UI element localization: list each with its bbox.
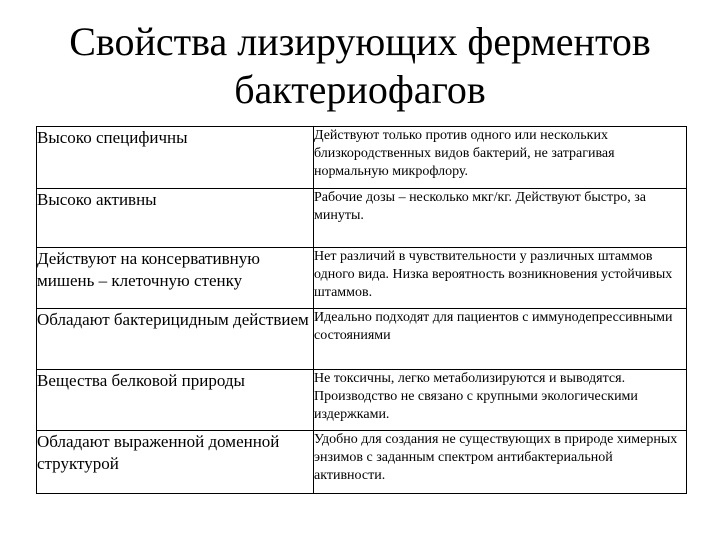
table-row (37, 431, 687, 494)
table-row (37, 370, 687, 431)
property-cell: Вещества белковой природы (37, 370, 314, 431)
table-row (37, 127, 687, 189)
property-cell: Обладают выраженной доменной структурой (37, 431, 314, 494)
table-row (37, 189, 687, 248)
description-cell: Идеально подходят для пациентов с иммунодепрессивными состояниями (314, 309, 687, 370)
property-cell: Обладают бактерицидным действием (37, 309, 314, 370)
description-cell: Нет различий в чувствительности у различных штаммов одного вида. Низка вероятность возникновения устойчивых штаммов. (314, 248, 687, 309)
slide-title-line-1: Свойства лизирующих ферментов (69, 19, 651, 64)
properties-table (36, 126, 687, 494)
description-cell: Рабочие дозы – несколько мкг/кг. Действуют быстро, за минуты. (314, 189, 687, 248)
table-row (37, 248, 687, 309)
property-cell: Высоко активны (37, 189, 314, 248)
description-cell: Не токсичны, легко метаболизируются и выводятся. Производство не связано с крупными экологическими издержками. (314, 370, 687, 431)
slide-title-line-2: бактериофагов (234, 67, 486, 112)
description-cell: Действуют только против одного или нескольких близкородственных видов бактерий, не затрагивая нормальную микрофлору. (314, 127, 687, 189)
property-cell: Высоко специфичны (37, 127, 314, 189)
properties-table-body (37, 127, 687, 494)
table-row (37, 309, 687, 370)
description-cell: Удобно для создания не существующих в природе химерных энзимов с заданным спектром антибактериальной активности. (314, 431, 687, 494)
property-cell: Действуют на консервативную мишень – клеточную стенку (37, 248, 314, 309)
slide-title (0, 18, 720, 114)
